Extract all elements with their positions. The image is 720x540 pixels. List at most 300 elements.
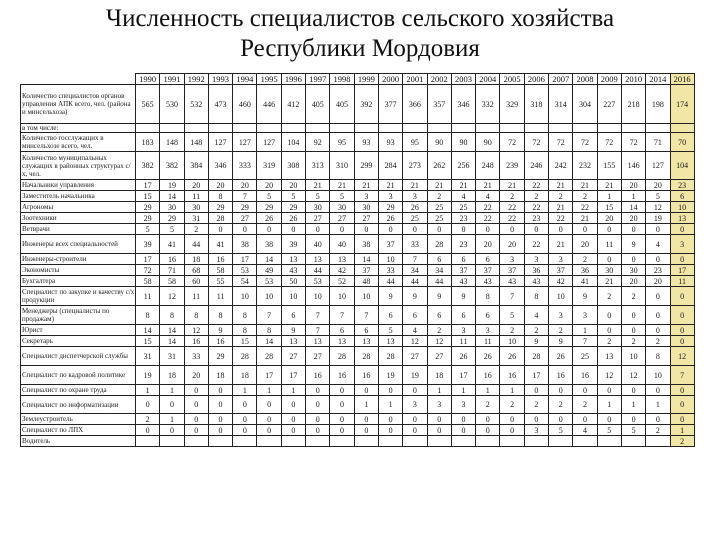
- table-cell: 0: [306, 224, 330, 235]
- table-cell: 7: [306, 306, 330, 325]
- table-cell: [646, 124, 670, 133]
- table-cell: [257, 436, 281, 447]
- table-cell: [500, 124, 524, 133]
- table-cell: 0: [451, 425, 475, 436]
- table-cell: 26: [378, 213, 402, 224]
- table-cell: 39: [136, 235, 160, 254]
- table-cell: 7: [670, 366, 694, 385]
- table-cell: 0: [621, 224, 645, 235]
- table-cell: 1: [160, 414, 184, 425]
- table-cell: 38: [354, 235, 378, 254]
- table-cell: 0: [597, 306, 621, 325]
- table-cell: 0: [281, 414, 305, 425]
- table-cell: 26: [500, 347, 524, 366]
- row-label: Количество муниципальных служащих в районных структурах с/х, чел.: [21, 152, 136, 180]
- row-label: Ветврачи: [21, 224, 136, 235]
- table-cell: 0: [646, 287, 670, 306]
- table-cell: 31: [136, 347, 160, 366]
- table-cell: 248: [476, 152, 500, 180]
- table-row: [21, 152, 695, 180]
- table-cell: 8: [524, 287, 548, 306]
- table-cell: 22: [524, 202, 548, 213]
- table-cell: 0: [330, 425, 354, 436]
- year-header-1999: 1999: [354, 74, 378, 85]
- table-cell: 8: [233, 325, 257, 336]
- table-cell: 22: [524, 180, 548, 191]
- table-cell: 1: [646, 396, 670, 414]
- table-cell: [136, 436, 160, 447]
- table-cell: 0: [354, 224, 378, 235]
- table-cell: 218: [621, 85, 645, 124]
- table-cell: 44: [378, 276, 402, 287]
- table-cell: 0: [160, 425, 184, 436]
- table-cell: 7: [233, 191, 257, 202]
- table-cell: 0: [549, 385, 573, 396]
- table-row: [21, 366, 695, 385]
- table-cell: 5: [549, 425, 573, 436]
- table-cell: 3: [500, 254, 524, 265]
- table-cell: 0: [354, 385, 378, 396]
- table-cell: 227: [597, 85, 621, 124]
- table-cell: 366: [403, 85, 427, 124]
- table-cell: 58: [136, 276, 160, 287]
- table-cell: 23: [451, 213, 475, 224]
- table-cell: 22: [500, 213, 524, 224]
- year-header-1997: 1997: [306, 74, 330, 85]
- table-cell: 16: [500, 366, 524, 385]
- row-label: Специалист по кадровой политике: [21, 366, 136, 385]
- table-cell: 0: [378, 425, 402, 436]
- table-cell: 0: [184, 425, 208, 436]
- table-cell: [549, 436, 573, 447]
- table-cell: 198: [646, 85, 670, 124]
- table-cell: 2: [427, 325, 451, 336]
- table-cell: [136, 124, 160, 133]
- table-cell: 2: [184, 224, 208, 235]
- table-row: [21, 276, 695, 287]
- table-cell: 29: [378, 202, 402, 213]
- row-label: Экономисты: [21, 265, 136, 276]
- table-cell: 8: [476, 287, 500, 306]
- table-cell: 0: [184, 414, 208, 425]
- table-cell: 0: [646, 254, 670, 265]
- table-cell: 5: [378, 325, 402, 336]
- table-cell: 3: [451, 396, 475, 414]
- table-cell: 0: [670, 224, 694, 235]
- table-cell: 0: [257, 224, 281, 235]
- title-line-1: Численность специалистов сельского хозяйства: [105, 5, 615, 32]
- table-cell: [306, 124, 330, 133]
- table-cell: 37: [549, 265, 573, 276]
- table-cell: 0: [524, 414, 548, 425]
- table-cell: [257, 124, 281, 133]
- year-header-1994: 1994: [233, 74, 257, 85]
- table-cell: 7: [573, 336, 597, 347]
- table-cell: 2: [500, 396, 524, 414]
- table-cell: 1: [451, 385, 475, 396]
- table-cell: 25: [451, 202, 475, 213]
- table-cell: 90: [427, 133, 451, 152]
- table-cell: 58: [208, 265, 232, 276]
- table-row: [21, 325, 695, 336]
- table-cell: 0: [670, 254, 694, 265]
- table-cell: [451, 124, 475, 133]
- table-cell: 27: [403, 347, 427, 366]
- table-cell: 232: [573, 152, 597, 180]
- table-cell: 41: [160, 235, 184, 254]
- table-cell: 5: [136, 224, 160, 235]
- table-cell: 16: [476, 366, 500, 385]
- table-cell: 1: [597, 396, 621, 414]
- year-header-2010: 2010: [621, 74, 645, 85]
- table-row: [21, 254, 695, 265]
- table-cell: [378, 436, 402, 447]
- table-cell: [306, 436, 330, 447]
- table-cell: [354, 124, 378, 133]
- table-cell: 0: [281, 224, 305, 235]
- table-cell: 93: [378, 133, 402, 152]
- table-cell: 17: [233, 254, 257, 265]
- table-cell: 20: [257, 180, 281, 191]
- table-cell: 1: [281, 385, 305, 396]
- row-label: Специалист по охране труда: [21, 385, 136, 396]
- table-cell: 53: [306, 276, 330, 287]
- row-label: Специалист по ЛПХ: [21, 425, 136, 436]
- table-row: [21, 191, 695, 202]
- table-cell: 29: [208, 202, 232, 213]
- table-cell: 20: [500, 235, 524, 254]
- table-cell: 10: [670, 202, 694, 213]
- table-cell: [160, 436, 184, 447]
- table-cell: 70: [670, 133, 694, 152]
- table-cell: [597, 436, 621, 447]
- table-cell: 92: [306, 133, 330, 152]
- table-row: [21, 414, 695, 425]
- table-cell: 20: [476, 235, 500, 254]
- table-cell: 21: [549, 202, 573, 213]
- table-cell: 5: [646, 191, 670, 202]
- row-label: Инженеры-строители: [21, 254, 136, 265]
- table-cell: 34: [403, 265, 427, 276]
- table-cell: 0: [281, 425, 305, 436]
- specialists-table: [20, 73, 695, 447]
- year-header-2002: 2002: [427, 74, 451, 85]
- table-cell: 15: [597, 202, 621, 213]
- table-cell: 310: [330, 152, 354, 180]
- table-cell: 0: [208, 425, 232, 436]
- table-cell: 68: [184, 265, 208, 276]
- table-cell: 72: [549, 133, 573, 152]
- year-header-2006: 2006: [524, 74, 548, 85]
- table-cell: 23: [670, 180, 694, 191]
- table-cell: 5: [257, 191, 281, 202]
- table-cell: 9: [208, 325, 232, 336]
- table-cell: 28: [354, 347, 378, 366]
- table-cell: 44: [184, 235, 208, 254]
- table-cell: 0: [646, 224, 670, 235]
- table-cell: 0: [306, 385, 330, 396]
- table-cell: 17: [524, 366, 548, 385]
- header-row: [21, 74, 695, 85]
- year-header-2001: 2001: [403, 74, 427, 85]
- table-cell: 6: [427, 306, 451, 325]
- table-cell: 37: [354, 265, 378, 276]
- table-cell: 29: [136, 202, 160, 213]
- row-label: Специалист по закупке и качеству с/х продукции: [22, 288, 135, 304]
- table-cell: 37: [500, 265, 524, 276]
- table-cell: 25: [427, 202, 451, 213]
- table-cell: 1: [257, 385, 281, 396]
- table-cell: 3: [403, 396, 427, 414]
- table-cell: 0: [184, 396, 208, 414]
- table-cell: 0: [621, 306, 645, 325]
- table-cell: 1: [476, 385, 500, 396]
- table-cell: 11: [451, 336, 475, 347]
- table-cell: 20: [621, 180, 645, 191]
- year-header-2007: 2007: [549, 74, 573, 85]
- table-cell: 0: [573, 414, 597, 425]
- table-cell: 0: [427, 425, 451, 436]
- table-cell: 9: [621, 235, 645, 254]
- table-cell: 72: [597, 133, 621, 152]
- table-cell: 21: [354, 180, 378, 191]
- table-cell: 8: [233, 306, 257, 325]
- table-cell: 11: [184, 191, 208, 202]
- table-cell: 29: [257, 202, 281, 213]
- row-label: Начальники управления: [21, 180, 136, 191]
- table-cell: 0: [208, 224, 232, 235]
- table-cell: 17: [281, 366, 305, 385]
- table-cell: 2: [646, 336, 670, 347]
- table-cell: 8: [646, 347, 670, 366]
- table-cell: 27: [306, 347, 330, 366]
- year-header-1995: 1995: [257, 74, 281, 85]
- table-cell: 2: [573, 191, 597, 202]
- table-cell: 284: [378, 152, 402, 180]
- table-cell: 13: [378, 336, 402, 347]
- table-cell: [476, 124, 500, 133]
- table-cell: 30: [621, 265, 645, 276]
- table-cell: 22: [524, 235, 548, 254]
- table-cell: 0: [330, 414, 354, 425]
- table-body: [21, 85, 695, 447]
- table-cell: 12: [621, 366, 645, 385]
- table-cell: 0: [427, 224, 451, 235]
- table-cell: 0: [524, 224, 548, 235]
- table-row: [21, 133, 695, 152]
- table-cell: 22: [500, 202, 524, 213]
- table-cell: 23: [451, 235, 475, 254]
- table-cell: 30: [330, 202, 354, 213]
- table-cell: 26: [476, 347, 500, 366]
- table-cell: 9: [378, 287, 402, 306]
- table-cell: 4: [646, 235, 670, 254]
- table-cell: 473: [208, 85, 232, 124]
- table-cell: 9: [451, 287, 475, 306]
- table-cell: [427, 124, 451, 133]
- table-cell: 95: [403, 133, 427, 152]
- table-cell: 0: [378, 385, 402, 396]
- table-cell: 26: [257, 213, 281, 224]
- table-cell: 12: [597, 366, 621, 385]
- year-header-2016: 2016: [670, 74, 694, 85]
- table-cell: 21: [573, 213, 597, 224]
- table-cell: 49: [257, 265, 281, 276]
- table-cell: 382: [136, 152, 160, 180]
- table-cell: 27: [233, 213, 257, 224]
- table-cell: 2: [500, 325, 524, 336]
- table-cell: 19: [160, 180, 184, 191]
- table-cell: 19: [403, 366, 427, 385]
- table-cell: 37: [378, 235, 402, 254]
- table-cell: 405: [330, 85, 354, 124]
- table-cell: 412: [281, 85, 305, 124]
- table-row: [21, 224, 695, 235]
- table-cell: 30: [597, 265, 621, 276]
- table-cell: 183: [136, 133, 160, 152]
- table-cell: 405: [306, 85, 330, 124]
- table-cell: 273: [403, 152, 427, 180]
- table-cell: [208, 124, 232, 133]
- table-cell: 30: [306, 202, 330, 213]
- table-cell: 17: [451, 366, 475, 385]
- row-label: Количество специалистов органов управления АПК всего, чел. (района и минсельхоза): [21, 85, 136, 124]
- table-cell: 16: [549, 366, 573, 385]
- table-cell: 0: [500, 414, 524, 425]
- table-cell: 0: [646, 325, 670, 336]
- table-cell: 0: [330, 396, 354, 414]
- table-cell: 14: [160, 191, 184, 202]
- table-cell: 6: [476, 306, 500, 325]
- table-cell: [451, 436, 475, 447]
- table-cell: 16: [208, 336, 232, 347]
- table-cell: 0: [500, 224, 524, 235]
- table-cell: [621, 124, 645, 133]
- table-cell: 12: [403, 336, 427, 347]
- table-cell: 21: [427, 180, 451, 191]
- table-cell: 26: [403, 202, 427, 213]
- table-cell: 0: [233, 396, 257, 414]
- table-cell: 28: [208, 213, 232, 224]
- table-cell: [330, 124, 354, 133]
- table-cell: 11: [476, 336, 500, 347]
- table-cell: 15: [233, 336, 257, 347]
- table-cell: 12: [184, 325, 208, 336]
- table-cell: 28: [233, 347, 257, 366]
- table-cell: 0: [306, 396, 330, 414]
- table-cell: 12: [160, 287, 184, 306]
- table-cell: 20: [597, 213, 621, 224]
- table-cell: 0: [670, 396, 694, 414]
- table-cell: 0: [670, 414, 694, 425]
- table-cell: 71: [160, 265, 184, 276]
- table-cell: 532: [184, 85, 208, 124]
- table-cell: 26: [549, 347, 573, 366]
- table-cell: 39: [281, 235, 305, 254]
- table-cell: 8: [208, 191, 232, 202]
- table-cell: 28: [427, 235, 451, 254]
- table-cell: 0: [257, 396, 281, 414]
- table-cell: 127: [208, 133, 232, 152]
- table-cell: 3: [524, 425, 548, 436]
- table-cell: 146: [621, 152, 645, 180]
- table-cell: [403, 436, 427, 447]
- table-cell: 25: [403, 213, 427, 224]
- table-cell: 0: [670, 336, 694, 347]
- row-label: Юрист: [21, 325, 136, 336]
- row-label: Землеустроитель: [21, 414, 136, 425]
- table-cell: 20: [646, 276, 670, 287]
- table-cell: 256: [451, 152, 475, 180]
- table-cell: 13: [670, 213, 694, 224]
- table-cell: 0: [476, 425, 500, 436]
- table-cell: 0: [621, 254, 645, 265]
- table-cell: 127: [233, 133, 257, 152]
- table-cell: 72: [621, 133, 645, 152]
- table-cell: [233, 436, 257, 447]
- table-cell: 1: [233, 385, 257, 396]
- table-cell: 174: [670, 85, 694, 124]
- table-cell: 0: [621, 414, 645, 425]
- table-cell: 53: [257, 276, 281, 287]
- table-cell: 319: [257, 152, 281, 180]
- table-cell: 4: [476, 191, 500, 202]
- table-cell: 3: [354, 191, 378, 202]
- table-cell: 6: [451, 254, 475, 265]
- table-row: [21, 336, 695, 347]
- table-cell: 20: [184, 366, 208, 385]
- table-cell: 27: [330, 213, 354, 224]
- table-cell: 346: [208, 152, 232, 180]
- table-cell: 21: [330, 180, 354, 191]
- table-cell: 0: [354, 425, 378, 436]
- table-cell: 3: [573, 306, 597, 325]
- table-cell: 17: [257, 366, 281, 385]
- table-cell: 0: [403, 425, 427, 436]
- table-cell: [281, 124, 305, 133]
- table-cell: 58: [160, 276, 184, 287]
- table-row: [21, 180, 695, 191]
- table-cell: 10: [354, 287, 378, 306]
- table-cell: 72: [136, 265, 160, 276]
- table-cell: 90: [476, 133, 500, 152]
- page-title: [0, 4, 720, 64]
- table-cell: 14: [354, 254, 378, 265]
- table-cell: 10: [281, 287, 305, 306]
- table-cell: 11: [597, 235, 621, 254]
- table-row: [21, 124, 695, 133]
- table-cell: 21: [597, 180, 621, 191]
- table-cell: 0: [573, 385, 597, 396]
- table-cell: 7: [306, 325, 330, 336]
- table-cell: 14: [160, 325, 184, 336]
- table-cell: 0: [597, 224, 621, 235]
- table-cell: 148: [184, 133, 208, 152]
- row-label: Заместитель начальника: [21, 191, 136, 202]
- table-cell: 11: [670, 276, 694, 287]
- year-header-1990: 1990: [136, 74, 160, 85]
- table-cell: 95: [330, 133, 354, 152]
- table-cell: 27: [306, 213, 330, 224]
- row-label: Зоотехники: [21, 213, 136, 224]
- year-header-2005: 2005: [500, 74, 524, 85]
- table-cell: 2: [597, 287, 621, 306]
- table-row: [21, 436, 695, 447]
- table-cell: 30: [160, 202, 184, 213]
- table-cell: 17: [670, 265, 694, 276]
- table-cell: 22: [549, 213, 573, 224]
- table-cell: 43: [476, 276, 500, 287]
